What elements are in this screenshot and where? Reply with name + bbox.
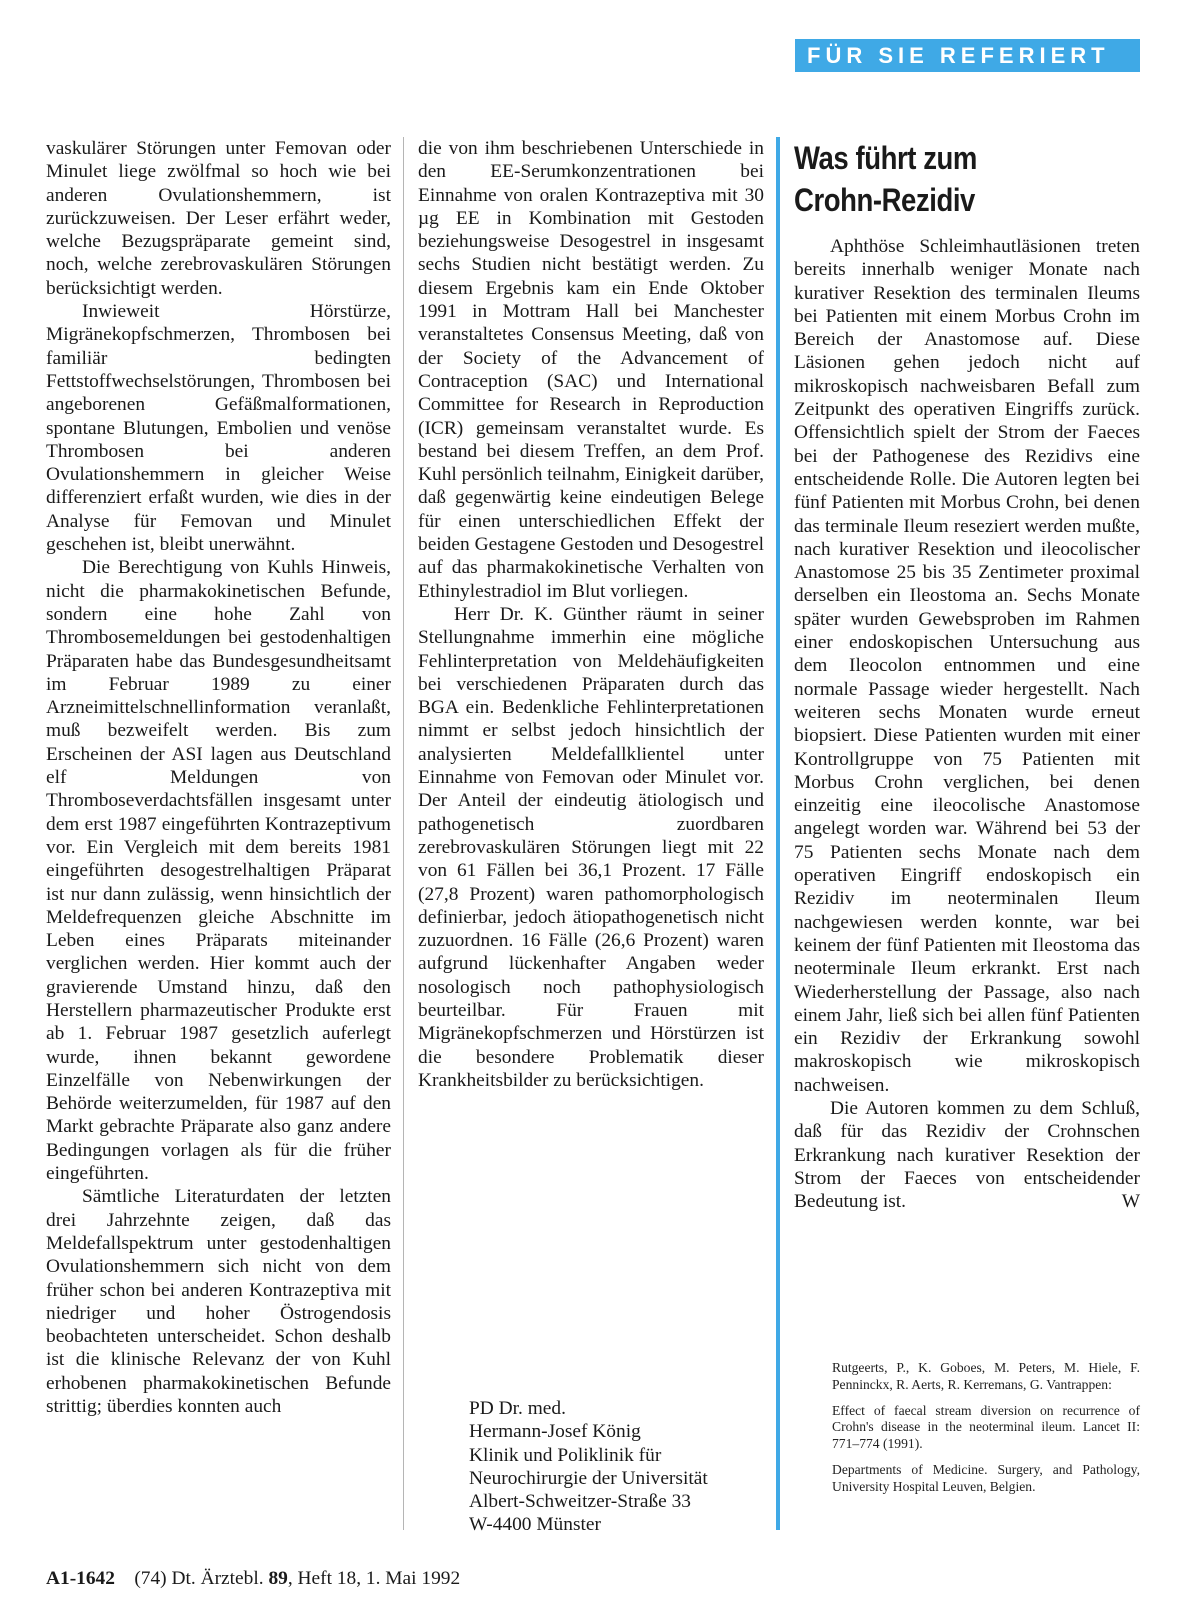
signature-line: W-4400 Münster [469,1514,601,1536]
headline-line: Crohn-Rezidiv [794,182,975,218]
paragraph: Die Autoren kommen zu dem Schluß, daß für das Rezidiv der Crohnschen Erkrankung nach kurativer Resektion der Strom der Faeces von entscheidender Bedeutung ist. [794,1097,1140,1213]
article-column [794,137,1140,1214]
signature-line: Albert-Schweitzer-Straße 33 [469,1491,691,1513]
headline-line: Was führt zum [794,140,977,176]
journal-volume: 89 [268,1568,288,1589]
signature-line: PD Dr. med. [469,1398,566,1419]
paragraph: Herr Dr. K. Günther räumt in seiner Stellungnahme immerhin eine mögliche Fehlinterpretation von Meldehäufigkeiten bei verschiedenen Präparaten durch das BGA ein. Bedenkliche Fehlinterpretationen nimmt er selbst jedoch hinsichtlich der analysierten Meldefallklientel unter Einnahme von Femovan oder Minulet vor. Der Anteil der eindeutig ätiologisch und pathogenetisch zuordbaren zerebrovaskulären Störungen liegt mit 22 von 61 Fällen bei 36,1 Prozent. 17 Fälle (27,8 Prozent) waren pathomorphologisch definierbar, jedoch ätiopathogenetisch nicht zuzuordnen. 16 Fälle (26,6 Prozent) waren aufgrund lückenhafter Angaben weder nosologisch noch pathophysiologisch beurteilbar. Für Frauen mit Migränekopfschmerzen und Hörstürzen ist die besondere Problematik dieser Krankheitsbilder zu berücksichtigen. [418,603,764,1091]
signature-line: Neurochirurgie der Universität [469,1467,708,1489]
paragraph: vaskulärer Störungen unter Femovan oder Minulet liege zwölfmal so hoch wie bei anderen Ovulationshemmern, ist zurückzuweisen. Der Leser erfährt weder, welche Bezugspräparate gemeint sind, noch, welche zerebrovaskulären Störungen berücksichtigt werden. [46,138,391,299]
page-footer [46,1567,460,1591]
reference-authors: Rutgeerts, P., K. Goboes, M. Peters, M. Hiele, F. Penninckx, R. Aerts, R. Kerremans, G. Vantrappen: [832,1360,1140,1392]
paragraph: Aphthöse Schleimhautläsionen treten bereits innerhalb weniger Monate nach kurativer Resektion des terminalen Ileums bei Patienten mit einem Morbus Crohn im Bereich der Anastomose auf. Diese Läsionen gehen jedoch nicht auf mikroskopisch nachweisbaren Befall zum Zeitpunkt des operativen Eingriffs zurück. Offensichtlich spielt der Strom der Faeces bei der Pathogenese des Rezidivs eine entscheidende Rolle. Die Autoren legten bei fünf Patienten mit Morbus Crohn, bei denen das terminale Ileum reseziert werden mußte, nach kurativer Resektion und ileocolischer Anastomose 25 bis 35 Zentimeter proximal derselben ein Ileostoma an. Sechs Monate später wurden Gewebsproben im Rahmen einer endoskopischen Untersuchung aus dem Ileocolon entnommen und eine normale Passage wieder hergestellt. Nach weiteren sechs Monaten wurde erneut biopsiert. Diese Patienten wurden mit einer Kontrollgruppe von 75 Patienten mit Morbus Crohn verglichen, bei denen einzeitig eine ileocolische Anastomose angelegt worden war. Während bei 53 der 75 Patienten sechs Monate nach dem operativen Eingriff endoskopisch ein Rezidiv im neoterminalen Ileum nachgewiesen werden konnte, war bei keinem der fünf Patienten mit Ileostoma das neoterminale Ileum erkrankt. Erst nach Wiederherstellung der Passage, also nach einem Jahr, ließ sich bei allen fünf Patienten ein Rezidiv der Erkrankung sowohl makroskopisch wie mikroskopisch nachweisen. [794,236,1140,1096]
article-headline [794,137,1092,221]
reference-affiliation: Departments of Medicine. Surgery, and Pathology, University Hospital Leuven, Belgien. [832,1461,1140,1494]
reference-citation: Effect of faecal stream diversion on recurrence of Crohn's disease in the neoterminal ileum. Lancet II: 771–774 (1991). [832,1402,1140,1452]
paragraph: die von ihm beschriebenen Unterschiede in den EE-Serumkonzentrationen bei Einnahme von oralen Kontrazeptiva mit 30 µg EE in Kombination mit Gestoden beziehungsweise Desogestrel in insgesamt sechs Studien nicht bestätigt werden. Zu diesem Ergebnis kam ein Ende Oktober 1991 in Mottram Hall bei Manchester veranstaltetes Consensus Meeting, daß von der Society of the Advancement of Contraception (SAC) und International Committee for Research in Reproduction (ICR) gemeinsam veranstaltet wurde. Es bestand bei diesem Treffen, an dem Prof. Kuhl persönlich teilnahm, Einigkeit darüber, daß gegenwärtig keine eindeutigen Belege für einen unterschiedlichen Effekt der beiden Gestagene Gestoden und Desogestrel auf das pharmakokinetische Verhalten von Ethinylestradiol im Blut vorliegen. [418,138,765,602]
signature-line: Klinik und Poliklinik für [469,1444,662,1466]
letter-column-2 [418,137,764,1092]
signature-line: Hermann-Josef König [469,1421,641,1443]
article-references [832,1360,1140,1505]
column-divider [403,137,404,1530]
letter-column-1 [46,137,391,1418]
paragraph: Inwieweit Hörstürze, Migränekopfschmerzen, Thrombosen bei familiär bedingten Fettstoffwechselstörungen, Thrombosen bei angeborenen Gefäßmalformationen, spontane Blutungen, Embolien und venöse Thrombosen bei anderen Ovulationshemmern in gleicher Weise differenziert erfaßt wurden, wie dies in der Analyse für Femovan und Minulet geschehen ist, bleibt unerwähnt. [46,301,391,556]
end-mark: W [1121,1191,1140,1213]
article-accent-rule [776,137,780,1530]
paragraph: Die Berechtigung von Kuhls Hinweis, nicht die pharmakokinetischen Befunde, sondern eine hohe Zahl von Thrombosemeldungen bei gestodenhaltigen Präparaten habe das Bundesgesundheitsamt im Februar 1989 zu einer Arzneimittelschnellinformation veranlaßt, muß bezweifelt werden. Bis zum Erscheinen der ASI lagen aus Deutschland elf Meldungen von Thromboseverdachtsfällen insgesamt unter dem erst 1987 eingeführten Kontrazeptivum vor. Ein Vergleich mit dem bereits 1981 eingeführten desogestrelhaltigen Präparat ist nur dann zulässig, wenn hinsichtlich der Meldefrequenzen gleiche Abschnitte im Leben eines Präparats miteinander verglichen werden. Hier kommt auch der gravierende Umstand hinzu, daß den Herstellern pharmazeutischer Produkte erst ab 1. Februar 1987 gesetzlich auferlegt wurde, ihnen bekannt gewordene Einzelfälle von Nebenwirkungen der Behörde weiterzumelden, für 1987 auf den Markt gebrachte Präparate also ganz andere Bedingungen vorlagen als für die früher eingeführten. [46,557,391,1185]
page-id: A1-1642 [46,1568,115,1589]
paragraph: Sämtliche Literaturdaten der letzten drei Jahrzehnte zeigen, daß das Meldefallspektrum unter gestodenhaltigen Ovulationshemmern sich nicht von dem früher schon bei anderen Kontrazeptiva mit niedriger und hoher Östrogendosis beobachteten unterscheidet. Schon deshalb ist die klinische Relevanz der von Kuhl erhobenen pharmakokinetischen Befunde strittig; überdies konnten auch [46,1186,391,1418]
page-number: (74) [134,1568,167,1589]
section-label: FÜR SIE REFERIERT [795,39,1140,72]
author-signature [469,1397,708,1537]
journal-issue: , Heft 18, 1. Mai 1992 [287,1568,461,1589]
journal-name: Dt. Ärztebl. [171,1568,264,1589]
